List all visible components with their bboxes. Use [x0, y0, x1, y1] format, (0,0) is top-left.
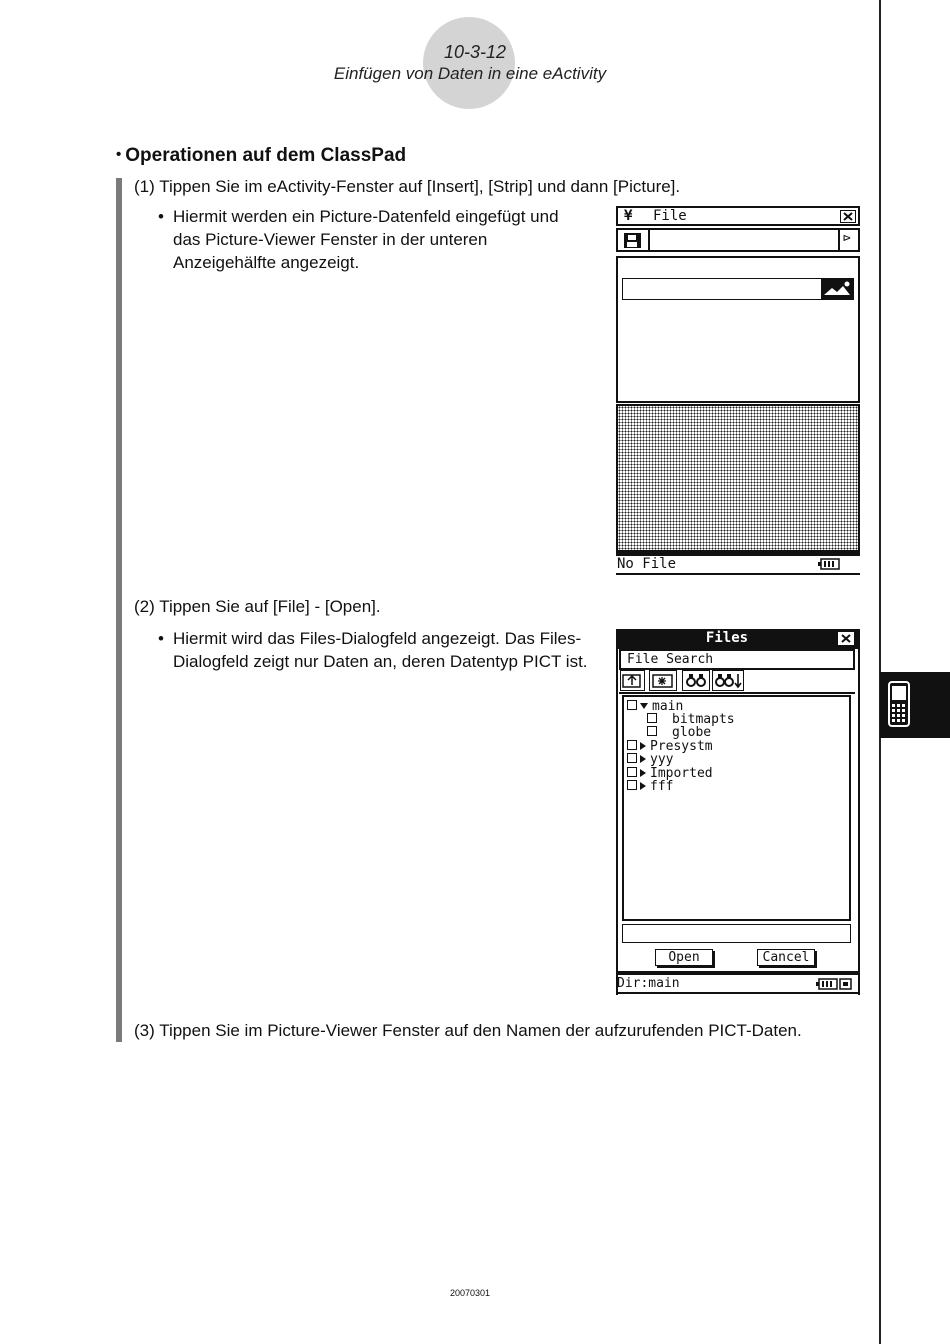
expand-right-icon[interactable] — [640, 742, 646, 750]
find-next-icon[interactable] — [712, 670, 744, 691]
expand-down-icon[interactable] — [640, 703, 648, 709]
open-button[interactable]: Open — [655, 949, 713, 966]
tree-item-main[interactable]: main — [627, 700, 683, 713]
new-folder-icon[interactable] — [649, 670, 677, 691]
calculator-icon — [880, 672, 950, 738]
tree-item-yyy[interactable]: yyy — [627, 753, 673, 766]
filename-input[interactable] — [622, 924, 851, 943]
footer-code: 20070301 — [449, 1288, 491, 1298]
chapter-tab — [880, 672, 950, 738]
toolbar — [616, 228, 860, 252]
checkbox[interactable] — [627, 767, 637, 777]
cancel-button[interactable]: Cancel — [757, 949, 815, 966]
step-1-text: (1) Tippen Sie im eActivity-Fenster auf [Insert], [Strip] und dann [Picture]. — [134, 177, 681, 196]
expand-right-icon[interactable] — [640, 769, 646, 777]
step-2-text: (2) Tippen Sie auf [File] - [Open]. — [134, 597, 381, 616]
scroll-right-icon[interactable]: ⊳ — [843, 231, 851, 246]
step-3-text: (3) Tippen Sie im Picture-Viewer Fenster auf den Namen der aufzurufenden PICT-Daten. — [134, 1021, 802, 1040]
status-text: No File — [617, 556, 677, 572]
page-number: 10-3-12 — [443, 42, 507, 62]
status-text: Dir:main — [617, 976, 680, 991]
file-menu[interactable]: File — [653, 208, 687, 224]
step-2-bullet: • Hiermit wird das Files-Dialogfeld angezeigt. Das Files-Dialogfeld zeigt nur Daten an, deren Datentyp PICT ist. — [158, 629, 588, 671]
tree-item-globe[interactable]: globe — [647, 726, 711, 739]
checkbox[interactable] — [647, 713, 657, 723]
file-tree — [622, 695, 851, 921]
checkbox[interactable] — [627, 753, 637, 763]
screenshot-picture-viewer — [616, 206, 860, 576]
expand-right-icon[interactable] — [640, 782, 646, 790]
save-icon[interactable] — [623, 232, 643, 250]
battery-icon — [818, 558, 840, 570]
eactivity-area — [616, 256, 860, 403]
menu-chevron-icon[interactable]: ¥ — [624, 208, 633, 224]
close-icon[interactable] — [838, 632, 854, 645]
picture-icon — [821, 279, 853, 299]
dialog-title: Files — [705, 630, 749, 646]
checkbox[interactable] — [627, 700, 637, 710]
menu-bar — [616, 206, 860, 226]
section-title: • Operationen auf dem ClassPad — [116, 145, 407, 166]
picture-strip[interactable] — [622, 278, 854, 300]
folder-up-icon[interactable] — [620, 670, 645, 691]
tree-item-presystm[interactable]: Presystm — [627, 740, 713, 753]
section-side-bar — [116, 178, 122, 1042]
checkbox[interactable] — [627, 780, 637, 790]
dialog-title-bar — [616, 629, 860, 649]
checkbox[interactable] — [627, 740, 637, 750]
step-1-bullet: • Hiermit werden ein Picture-Datenfeld eingefügt und das Picture-Viewer Fenster in der unteren Anzeigehälfte angezeigt. — [158, 207, 559, 272]
picture-viewer-window[interactable] — [616, 404, 860, 552]
close-icon[interactable] — [840, 210, 856, 223]
tree-item-bitmapts[interactable]: bitmapts — [647, 713, 735, 726]
header-circle — [423, 17, 515, 109]
page-title: Einfügen von Daten in eine eActivity — [333, 64, 607, 83]
file-search-bar[interactable]: File Search — [619, 649, 855, 670]
expand-right-icon[interactable] — [640, 755, 646, 763]
tree-item-imported[interactable]: Imported — [627, 767, 713, 780]
battery-icon — [816, 978, 854, 990]
checkbox[interactable] — [647, 726, 657, 736]
find-icon[interactable] — [682, 670, 710, 691]
screenshot-files-dialog — [616, 629, 860, 995]
tree-item-fff[interactable]: fff — [627, 780, 673, 793]
